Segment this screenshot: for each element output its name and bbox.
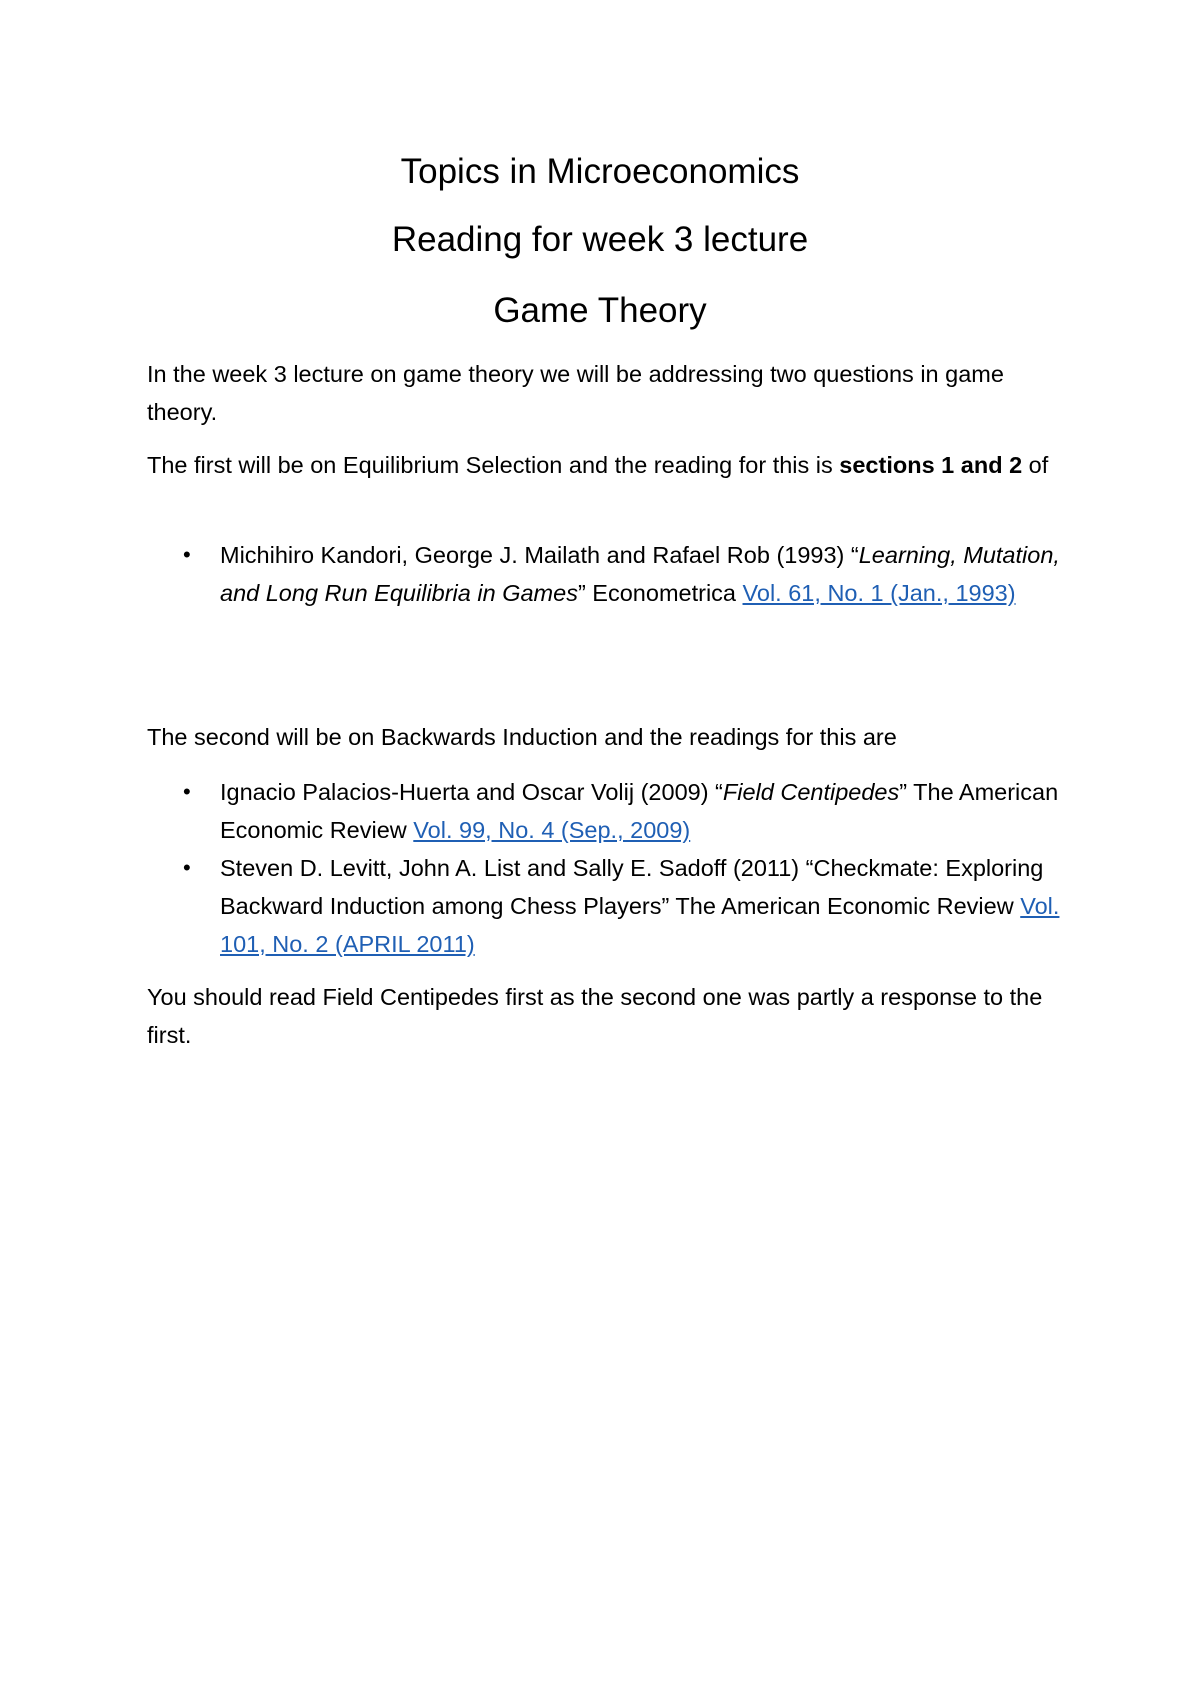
second-reading-list bbox=[0, 773, 1200, 963]
intro-paragraph: In the week 3 lecture on game theory we will be addressing two questions in game theory. bbox=[147, 361, 1004, 425]
document-subtitle: Reading for week 3 lecture bbox=[391, 220, 809, 259]
reading-link-field-centipedes[interactable]: Vol. 99, No. 4 (Sep., 2009) bbox=[413, 817, 691, 843]
bullet-dot-icon: • bbox=[183, 779, 191, 804]
second-question-paragraph: The second will be on Backwards Induction and the readings for this are bbox=[147, 724, 897, 750]
reading-journal: ” The American Economic Review bbox=[220, 779, 1059, 843]
reading-citation: Steven D. Levitt, John A. List and Sally E. Sadoff (2011) “Checkmate: Exploring Backward Induction among Chess Players” The American Economic Review bbox=[220, 855, 1044, 919]
document-title: Topics in Microeconomics bbox=[400, 152, 800, 191]
reading-item-palacios-huerta bbox=[0, 773, 1070, 849]
reading-link-checkmate[interactable]: Vol. 101, No. 2 (APRIL 2011) bbox=[220, 893, 1060, 957]
bullet-dot-icon: • bbox=[183, 855, 191, 880]
reading-item-levitt bbox=[0, 849, 1070, 963]
reading-title: Field Centipedes bbox=[722, 779, 900, 805]
first-question-sections: sections 1 and 2 bbox=[839, 452, 1023, 478]
first-reading-list bbox=[0, 536, 1200, 612]
reading-title: Learning, Mutation, and Long Run Equilibria in Games bbox=[220, 542, 1060, 606]
bullet-dot-icon: • bbox=[183, 542, 191, 567]
first-question-of: of bbox=[1022, 452, 1049, 478]
closing-paragraph: You should read Field Centipedes first as the second one was partly a response to the first. bbox=[147, 984, 1043, 1048]
first-question-text: The first will be on Equilibrium Selection and the reading for this is bbox=[147, 452, 840, 478]
reading-link-kandori[interactable]: Vol. 61, No. 1 (Jan., 1993) bbox=[742, 580, 1016, 606]
reading-journal: ” Econometrica bbox=[577, 580, 743, 606]
reading-authors: Michihiro Kandori, George J. Mailath and Rafael Rob (1993) “ bbox=[220, 542, 859, 568]
reading-authors: Ignacio Palacios-Huerta and Oscar Volij (2009) “ bbox=[220, 779, 723, 805]
document-topic: Game Theory bbox=[493, 291, 707, 330]
reading-item-kandori bbox=[0, 536, 1070, 612]
first-question-paragraph bbox=[147, 446, 1067, 484]
